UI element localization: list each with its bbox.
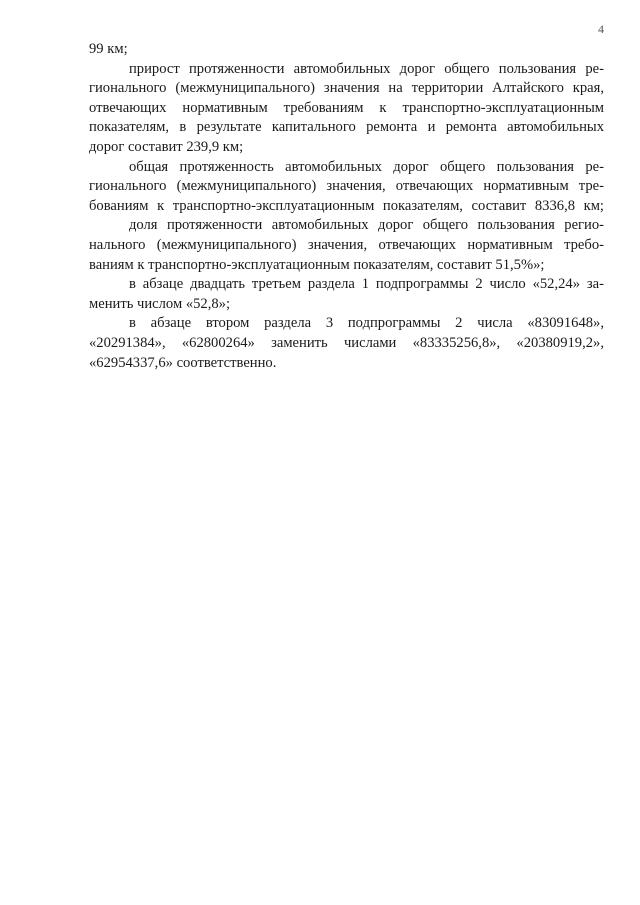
text-line: «20291384», «62800264» заменить числами «83335256,8», «20380919,2», <box>89 334 604 351</box>
text-line: бованиям к транспортно-эксплуатационным показателям, составит 8336,8 км; <box>89 197 604 214</box>
text-line: в абзаце втором раздела 3 подпрограммы 2 числа «83091648», <box>129 315 604 332</box>
text-line: общая протяженность автомобильных дорог общего пользования ре- <box>129 158 604 175</box>
text-line: гионального (межмуниципального) значения на территории Алтайского края, <box>89 80 604 97</box>
text-line: гионального (межмуниципального) значения, отвечающих нормативным тре- <box>89 178 604 195</box>
text-line: ваниям к транспортно-эксплуатационным показателям, составит 51,5%»; <box>89 256 545 273</box>
page-number: 4 <box>598 22 604 36</box>
text-line: менить числом «52,8»; <box>89 295 231 312</box>
text-line: дорог составит 239,9 км; <box>89 138 244 155</box>
text-line: доля протяженности автомобильных дорог общего пользования регио- <box>129 217 604 234</box>
text-line: показателям, в результате капитального ремонта и ремонта автомобильных <box>89 119 604 136</box>
document-body <box>89 40 604 373</box>
text-line: «62954337,6» соответственно. <box>89 354 277 371</box>
text-line: в абзаце двадцать третьем раздела 1 подпрограммы 2 число «52,24» за- <box>129 276 604 293</box>
text-line: нального (межмуниципального) значения, отвечающих нормативным требо- <box>89 236 604 253</box>
text-line: 99 км; <box>89 41 128 57</box>
text-line: прирост протяженности автомобильных дорог общего пользования ре- <box>129 60 604 77</box>
text-line: отвечающих нормативным требованиям к транспортно-эксплуатационным <box>89 99 604 116</box>
